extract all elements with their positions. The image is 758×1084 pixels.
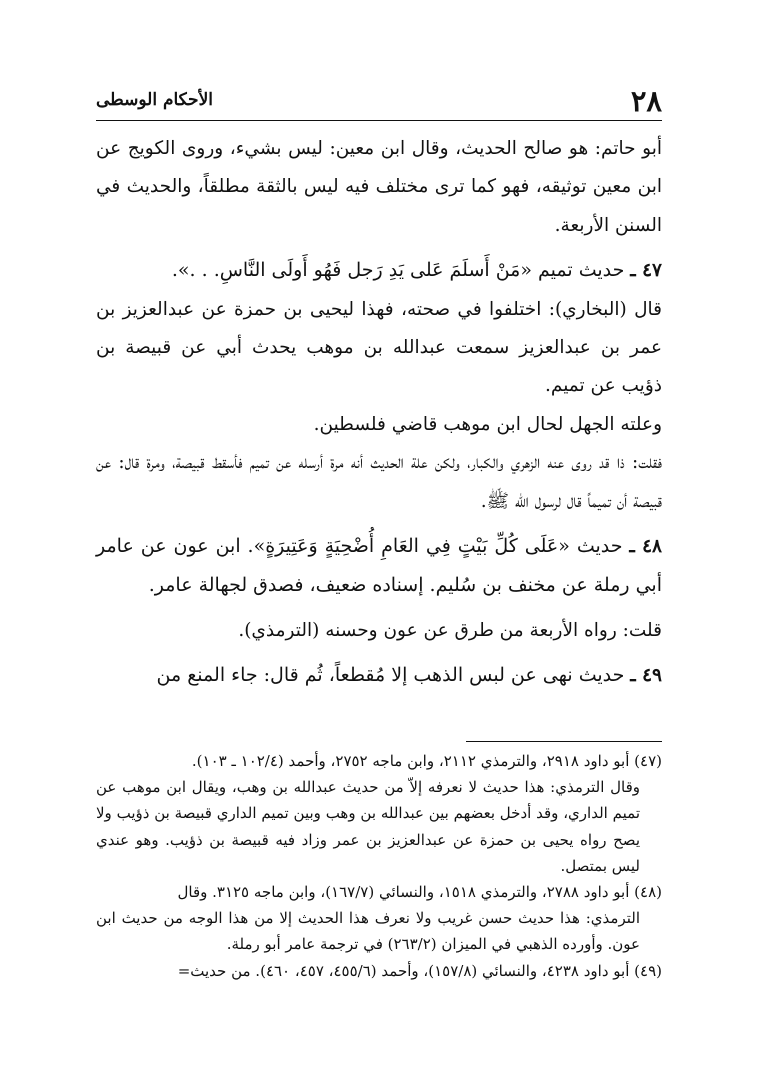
footnote-divider [466, 741, 662, 742]
page-header [96, 86, 662, 121]
paragraph-47-comment: فقلت: ذا قد روى عنه الزهري والكبار، ولكن علة الحديث أنه مرة أرسله عن تميم فأسقط قبيصة، ومرة قال: عن قبيصة أن تميماً قال لرسول الله ﷺ. [96, 452, 662, 512]
footnotes [96, 748, 662, 984]
hadith-47 [96, 251, 662, 290]
paragraph-48-comment: قلت: رواه الأربعة من طرق عن عون وحسنه (الترمذي). [238, 619, 662, 641]
footnote-47 [96, 748, 662, 879]
footnote-49 [96, 958, 662, 984]
footnote-48-body: الترمذي: هذا حديث حسن غريب ولا نعرف هذا الحديث إلا من هذا الوجه من حديث ابن عون. وأورده الذهبي في الميزان (٢٦٣/٢) في ترجمة عامر أبو رملة. [96, 909, 640, 954]
paragraph-47-illa: وعلته الجهل لحال ابن موهب قاضي فلسطين. [313, 413, 662, 435]
footnote-47-body: وقال الترمذي: هذا حديث لا نعرفه إلاّ من حديث عبدالله بن وهب، ويقال ابن موهب عن تميم الداري، وقد أدخل بعضهم بين عبدالله بن وهب وبين تميم الداري قبيصة بن ذؤيب ولا يصح رواه يحيى بن حمزة عن عبدالعزيز بن عمر وزاد فيه قبيصة بن ذؤيب. وهو عندي ليس بمتصل. [96, 778, 640, 875]
hadith-48 [96, 527, 662, 606]
footnote-47-head: (٤٧) أبو داود ٢٩١٨، والترمذي ٢١١٢، وابن ماجه ٢٧٥٢، وأحمد (١٠٢/٤ ـ ١٠٣). [191, 752, 662, 770]
footnote-48 [96, 879, 662, 958]
hadith-49 [96, 656, 662, 695]
running-title: الأحكام الوسطى [96, 90, 213, 110]
footnote-48-head: (٤٨) أبو داود ٢٧٨٨، والترمذي ١٥١٨، والنسائي (١٦٧/٧)، وابن ماجه ٣١٢٥. وقال [177, 883, 662, 902]
hadith-47-number: ٤٧ ـ [630, 260, 662, 282]
hadith-49-number: ٤٩ ـ [630, 665, 662, 687]
hadith-48-text: حديث «عَلَى كُلِّ بَيْتٍ فِي العَامِ أُضْحِيَةٍ وَعَتِيرَةٍ». ابن عون عن عامر أبي رملة عن مخنف بن سُليم. إسناده ضعيف، فصدق لجهالة عامر. [96, 535, 662, 597]
hadith-49-text: حديث نهى عن لبس الذهب إلا مُقطعاً، ثُم قال: جاء المنع من [156, 664, 625, 687]
page-number: ٢٨ [630, 84, 662, 118]
main-text [96, 130, 662, 696]
paragraph-intro: أبو حاتم: هو صالح الحديث، وقال ابن معين: ليس بشيء، وروى الكويج عن ابن معين توثيقه، فهو كما ترى مختلف فيه ليس بالثقة مطلقاً، والحديث في السنن الأربعة. [96, 138, 662, 236]
hadith-47-text: حديث تميم «مَنْ أَسلَمَ عَلى يَدِ رَجل فَهُو أَولَى النَّاسِ. . .». [171, 259, 625, 282]
footnote-49-head: (٤٩) أبو داود ٤٢٣٨، والنسائي (١٥٧/٨)، وأحمد (٤٥٥/٦، ٤٥٧، ٤٦٠). من حديث= [177, 961, 662, 980]
hadith-48-number: ٤٨ ـ [629, 536, 662, 558]
paragraph-47-bukhari: قال (البخاري): اختلفوا في صحته، فهذا ليحيى بن حمزة عن عبدالعزيز بن عمر بن عبدالعزيز سمعت عبدالله بن موهب يحدث أبي عن قبيصة بن ذؤيب عن تميم. [96, 298, 662, 397]
